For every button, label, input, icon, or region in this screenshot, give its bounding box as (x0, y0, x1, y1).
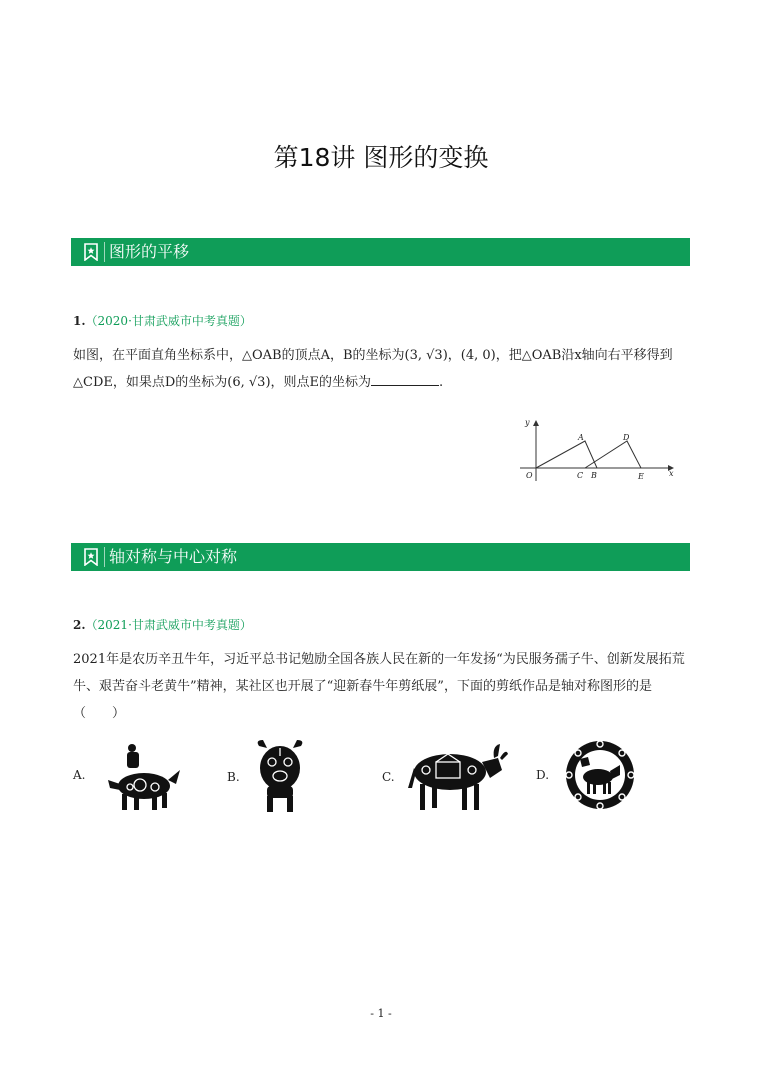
section-header-symmetry (71, 543, 690, 571)
label-e: E (638, 472, 644, 481)
label-d: D (623, 433, 630, 442)
page-number: - 1 - (370, 1007, 392, 1020)
bookmark-star-icon (83, 548, 99, 566)
question-line: 2021年是农历辛丑牛年，习近平总书记勉励全国各族人民在新的一年发扬“为民服务孺子牛、创新发展拓荒 (73, 652, 685, 667)
option-b-ox-papercut-image[interactable] (253, 738, 307, 814)
section-header-translation (71, 238, 690, 266)
question-text (73, 342, 693, 396)
label-x: x (669, 469, 674, 478)
triangle-cde (585, 441, 641, 468)
question-number: 2. (73, 618, 86, 632)
question-line-end: . (439, 375, 444, 390)
question-line (73, 369, 693, 396)
option-a-ox-papercut-image[interactable] (100, 738, 182, 812)
section-label: 轴对称与中心对称 (109, 547, 238, 566)
label-y: y (525, 418, 530, 427)
question-line: 牛、艰苦奋斗老黄牛”精神，某社区也开展了“迎新春牛年剪纸展”，下面的剪纸作品是轴对称图形的是 (73, 679, 652, 694)
option-c-label[interactable]: C. (382, 770, 395, 784)
option-d-label[interactable]: D. (536, 768, 550, 782)
question-number: 1. (73, 314, 86, 328)
section-label: 图形的平移 (109, 242, 190, 261)
option-c-ox-papercut-image[interactable] (406, 740, 510, 812)
label-b: B (591, 471, 597, 480)
option-d-ox-papercut-image[interactable] (562, 737, 638, 813)
answer-blank (371, 372, 439, 386)
coordinate-figure (515, 415, 680, 485)
question-line: （ ） (73, 706, 126, 721)
section-divider (104, 547, 105, 567)
question-line: 如图，在平面直角坐标系中，△OAB的顶点A，B的坐标为(3, √3)，(4, 0)，把△OAB沿x轴向右平移得到 (73, 348, 673, 363)
page-title: 第18讲 图形的变换 (273, 143, 489, 172)
question-source: （2021·甘肃武威市中考真题） (85, 618, 252, 632)
label-o: O (526, 471, 533, 480)
question-header (73, 312, 252, 329)
question-text (73, 646, 693, 727)
question-header (73, 616, 252, 633)
triangle-oab (536, 441, 597, 468)
label-a: A (578, 433, 584, 442)
section-divider (104, 242, 105, 262)
option-a-label[interactable]: A. (73, 768, 86, 782)
bookmark-star-icon (83, 243, 99, 261)
label-c: C (577, 471, 584, 480)
question-line-part: △CDE，如果点D的坐标为(6, √3)，则点E的坐标为 (73, 375, 372, 390)
option-b-label[interactable]: B. (227, 770, 240, 784)
question-source: （2020·甘肃武威市中考真题） (85, 314, 252, 328)
